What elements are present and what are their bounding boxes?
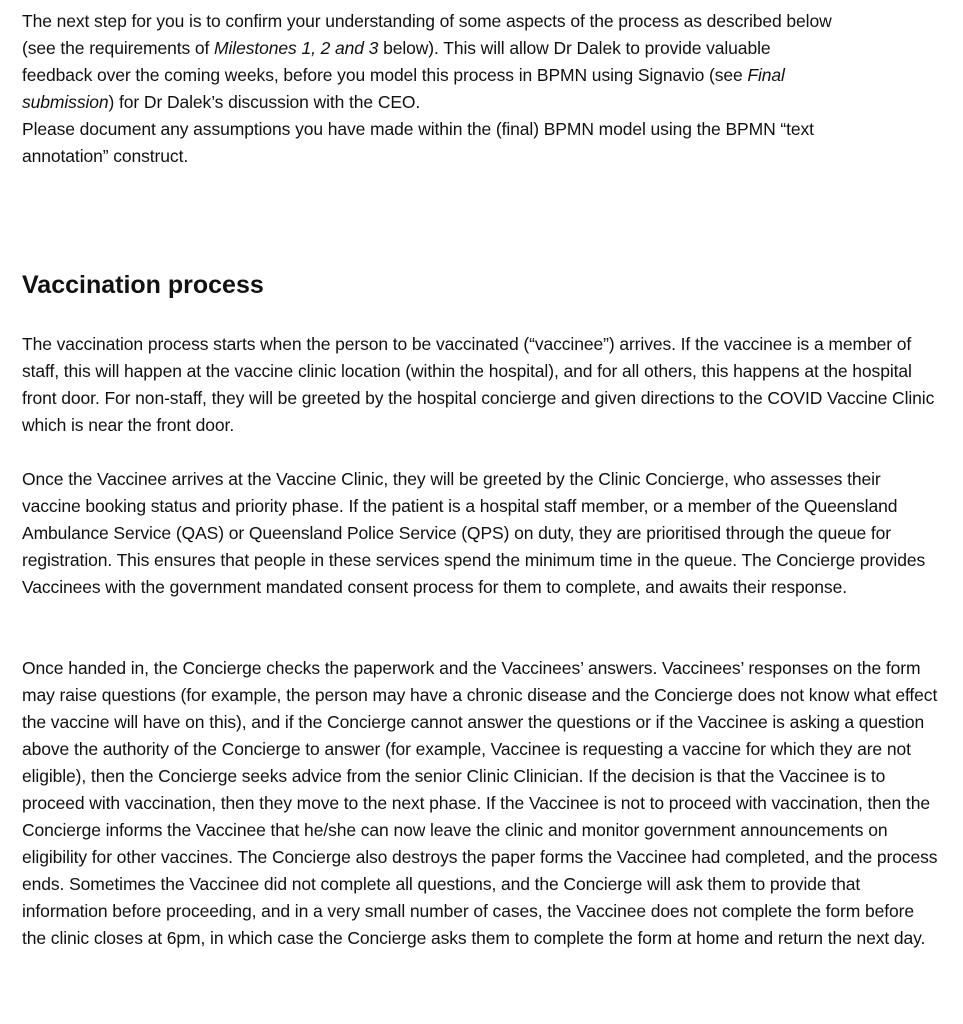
intro-final-emphasis: Final [747,65,785,85]
intro-submission-emphasis: submission [22,92,109,112]
intro-line-4-post: ) for Dr Dalek’s discussion with the CEO. [108,92,421,112]
intro-line-3-pre: feedback over the coming weeks, before you model this process in BPMN using Signavio (see [22,65,748,85]
body-paragraph-paperwork-check: Once handed in, the Concierge checks the paperwork and the Vaccinees’ answers. Vaccinees’ responses on the form may raise questions (for example, the person may have a chronic disease and the Concierge does not know what effect the vaccine will have on this), and if the Concierge cannot answer the questions or if the Vaccinee is asking a question above the authority of the Concierge to answer (for example, Vaccinee is requesting a vaccine for which they are not eligible), then the Concierge seeks advice from the senior Clinic Clinician. If the decision is that the Vaccinee is to proceed with vaccination, then they move to the next phase. If the Vaccinee is not to proceed with vaccination, then the Concierge informs the Vaccinee that he/she can now leave the clinic and monitor government announcements on eligibility for other vaccines. The Concierge also destroys the paper forms the Vaccinee had completed, and the process ends. Sometimes the Vaccinee did not complete all questions, and the Concierge will ask them to provide that information before proceeding, and in a very small number of cases, the Vaccinee does not complete the form before the clinic closes at 6pm, in which case the Concierge asks them to complete the form at home and return the next day. [22,658,938,948]
intro-line-2-pre: (see the requirements of [22,38,215,58]
intro-milestones-emphasis: Milestones 1, 2 and 3 [214,38,379,58]
intro-line-1: The next step for you is to confirm your understanding of some aspects of the process as described below [22,11,832,31]
intro-line-6: annotation” construct. [22,146,189,166]
section-heading: Vaccination process [22,271,264,299]
intro-line-5: Please document any assumptions you have made within the (final) BPMN model using the BPMN “text [22,119,814,139]
intro-line-2-post: below). This will allow Dr Dalek to provide valuable [378,38,771,58]
document-page [22,8,940,170]
body-paragraph-clinic-concierge: Once the Vaccinee arrives at the Vaccine Clinic, they will be greeted by the Clinic Concierge, who assesses their vaccine booking status and priority phase. If the patient is a hospital staff member, or a member of the Queensland Ambulance Service (QAS) or Queensland Police Service (QPS) on duty, they are prioritised through the queue for registration. This ensures that people in these services spend the minimum time in the queue. The Concierge provides Vaccinees with the government mandated consent process for them to complete, and awaits their response. [22,469,926,597]
body-paragraph-arrival: The vaccination process starts when the person to be vaccinated (“vaccinee”) arrives. If the vaccinee is a member of staff, this will happen at the vaccine clinic location (within the hospital), and for all others, this happens at the hospital front door. For non-staff, they will be greeted by the hospital concierge and given directions to the COVID Vaccine Clinic which is near the front door. [22,334,935,435]
intro-paragraph [22,8,940,170]
